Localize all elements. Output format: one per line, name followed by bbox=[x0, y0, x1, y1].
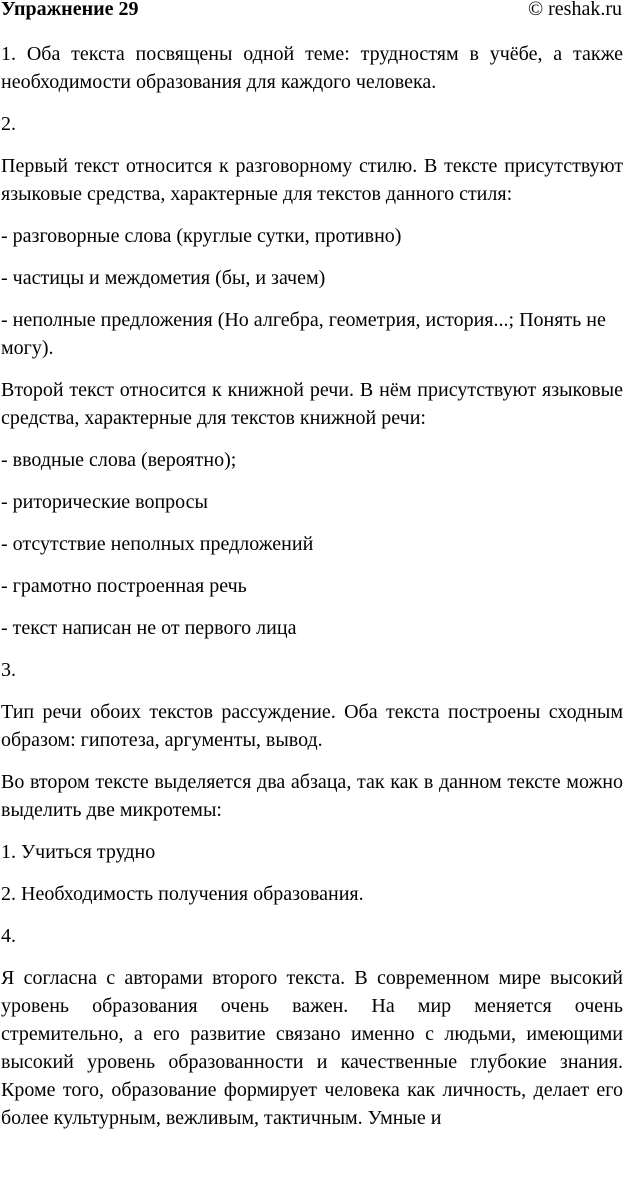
exercise-title: Упражнение 29 bbox=[1, 0, 139, 20]
microtopics-paragraph: Во втором тексте выделяется два абзаца, так как в данном тексте можно выделить две микротемы: bbox=[1, 771, 623, 821]
speech-type-paragraph: Тип речи обоих текстов рассуждение. Оба текста построены сходным образом: гипотеза, аргументы, вывод. bbox=[1, 701, 623, 751]
list-item: 1. Учиться трудно bbox=[1, 841, 156, 863]
list-item: - грамотно построенная речь bbox=[1, 575, 247, 597]
site-watermark: © reshak.ru bbox=[527, 0, 622, 20]
list-item: - текст написан не от первого лица bbox=[1, 617, 297, 639]
answer-1-paragraph: 1. Оба текста посвящены одной теме: трудностям в учёбе, а также необходимости образования для каждого человека. bbox=[1, 43, 623, 93]
list-item: - отсутствие неполных предложений bbox=[1, 533, 314, 555]
answer-2-number: 2. bbox=[1, 113, 16, 135]
list-item: - неполные предложения (Но алгебра, геометрия, история...; Понять не могу). bbox=[1, 309, 606, 359]
second-text-style-paragraph: Второй текст относится к книжной речи. В нём присутствуют языковые средства, характерные для текстов книжной речи: bbox=[1, 379, 623, 429]
answer-content bbox=[1, 40, 623, 1146]
list-item: - вводные слова (вероятно); bbox=[1, 449, 237, 471]
page-header bbox=[1, 0, 622, 23]
answer-4-number: 4. bbox=[1, 925, 16, 947]
list-item: - частицы и междометия (бы, и зачем) bbox=[1, 267, 326, 289]
list-item: - риторические вопросы bbox=[1, 491, 208, 513]
answer-3-number: 3. bbox=[1, 659, 16, 681]
list-item: 2. Необходимость получения образования. bbox=[1, 883, 364, 905]
opinion-paragraph: Я согласна с авторами второго текста. В современном мире высокий уровень образования очень важен. На мир меняется очень стремительно, а его развитие связано именно с людьми, имеющими высокий уровень образованности и качественные глубокие знания. Кроме того, образование формирует человека как личность, делает его более культурным, вежливым, тактичным. Умные и bbox=[1, 967, 623, 1129]
first-text-style-paragraph: Первый текст относится к разговорному стилю. В тексте присутствуют языковые средства, характерные для текстов данного стиля: bbox=[1, 155, 623, 205]
list-item: - разговорные слова (круглые сутки, противно) bbox=[1, 225, 402, 247]
